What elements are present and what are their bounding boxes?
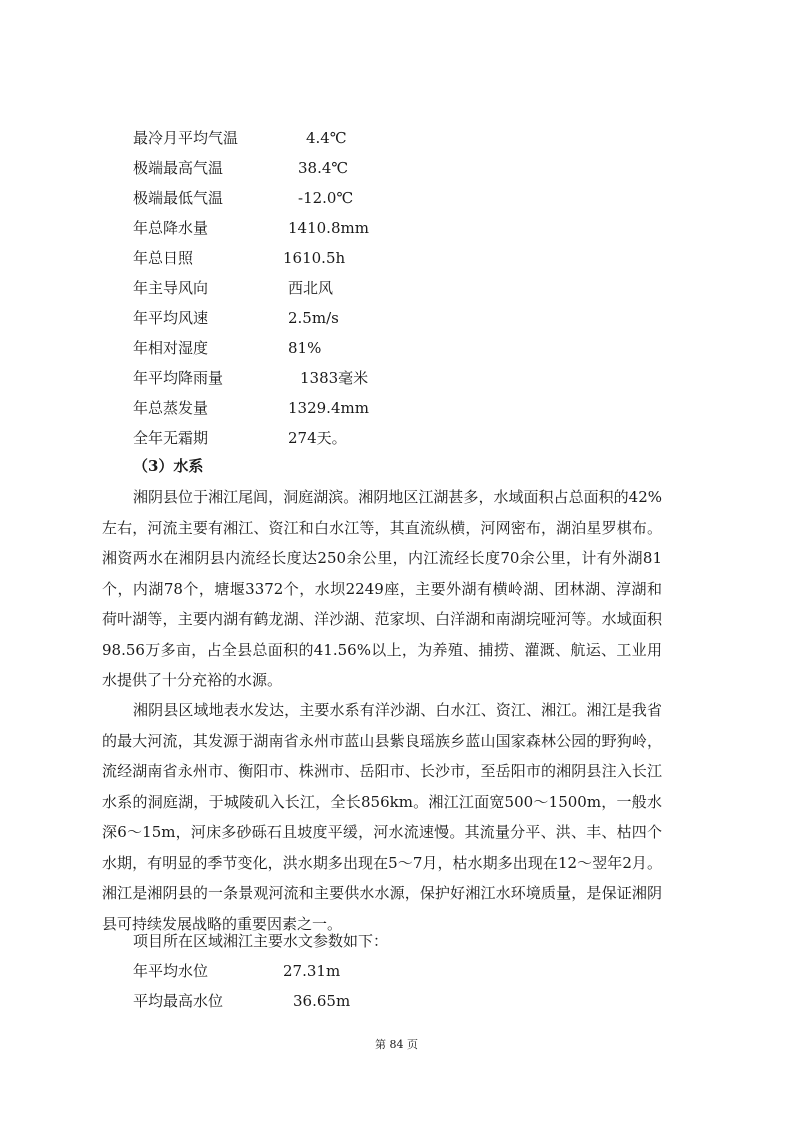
page-number: 第 84 页 [375,1038,418,1051]
param-name: 年平均降雨量 [133,369,224,387]
param-value: 1610.5h [283,249,346,267]
param-name: 年总蒸发量 [133,399,209,417]
param-name: 平均最高水位 [133,992,224,1010]
param-value: 2.5m/s [288,309,339,327]
param-name: 年主导风向 [133,279,209,297]
param-name: 最冷月平均气温 [133,129,239,147]
param-value: 27.31m [283,962,341,980]
param-value: 1329.4mm [288,399,369,417]
param-name: 年平均风速 [133,309,209,327]
param-name: 极端最低气温 [133,189,224,207]
body-paragraph: 湘阴县区域地表水发达，主要水系有洋沙湖、白水江、资江、湘江。湘江是我省的最大河流，其发源于湖南省永州市蓝山县紫良瑶族乡蓝山国家森林公园的野狗岭，流经湖南省永州市、衡阳市、株洲市、岳阳市、长沙市，至岳阳市的湘阴县注入长江水系的洞庭湖，于城陵矶入长江，全长856km。湘江江面宽500～1500m，一般水深6～15m，河床多砂砾石且坡度平缓，河水流速慢。其流量分平、洪、丰、枯四个水期，有明显的季节变化，洪水期多出现在5～7月，枯水期多出现在12～翌年2月。湘江是湘阴县的一条景观河流和主要供水水源，保护好湘江水环境质量，是保证湘阴县可持续发展战略的重要因素之一。 [102,701,662,933]
body-paragraph: 项目所在区域湘江主要水文参数如下： [133,932,389,950]
param-name: 年总日照 [133,249,194,267]
param-name: 年相对湿度 [133,339,209,357]
param-value: 4.4℃ [306,129,347,147]
param-value: 81% [288,339,322,357]
body-paragraph: 湘阴县位于湘江尾闾，洞庭湖滨。湘阴地区江湖甚多，水域面积占总面积的42%左右，河流主要有湘江、资江和白水江等，其直流纵横，河网密布，湖泊星罗棋布。湘资两水在湘阴县内流经长度达250余公里，内江流经长度70余公里，计有外湖81个，内湖78个，塘堰3372个，水坝2249座，主要外湖有横岭湖、团林湖、淳湖和荷叶湖等，主要内湖有鹤龙湖、洋沙湖、范家坝、白洋湖和南湖垸哑河等。水域面积98.56万多亩，占全县总面积的41.56%以上，为养殖、捕捞、灌溉、航运、工业用水提供了十分充裕的水源。 [102,488,662,689]
param-value: 36.65m [293,992,351,1010]
param-value: -12.0℃ [298,189,354,207]
param-value: 274天。 [288,429,347,447]
param-name: 全年无霜期 [133,429,209,447]
param-value: 1410.8mm [288,219,369,237]
param-value: 西北风 [288,279,334,297]
param-name: 年平均水位 [133,962,209,980]
section-heading: （3）水系 [133,457,204,475]
param-name: 年总降水量 [133,219,209,237]
param-value: 38.4℃ [298,159,349,177]
param-value: 1383毫米 [300,369,369,387]
param-name: 极端最高气温 [133,159,224,177]
